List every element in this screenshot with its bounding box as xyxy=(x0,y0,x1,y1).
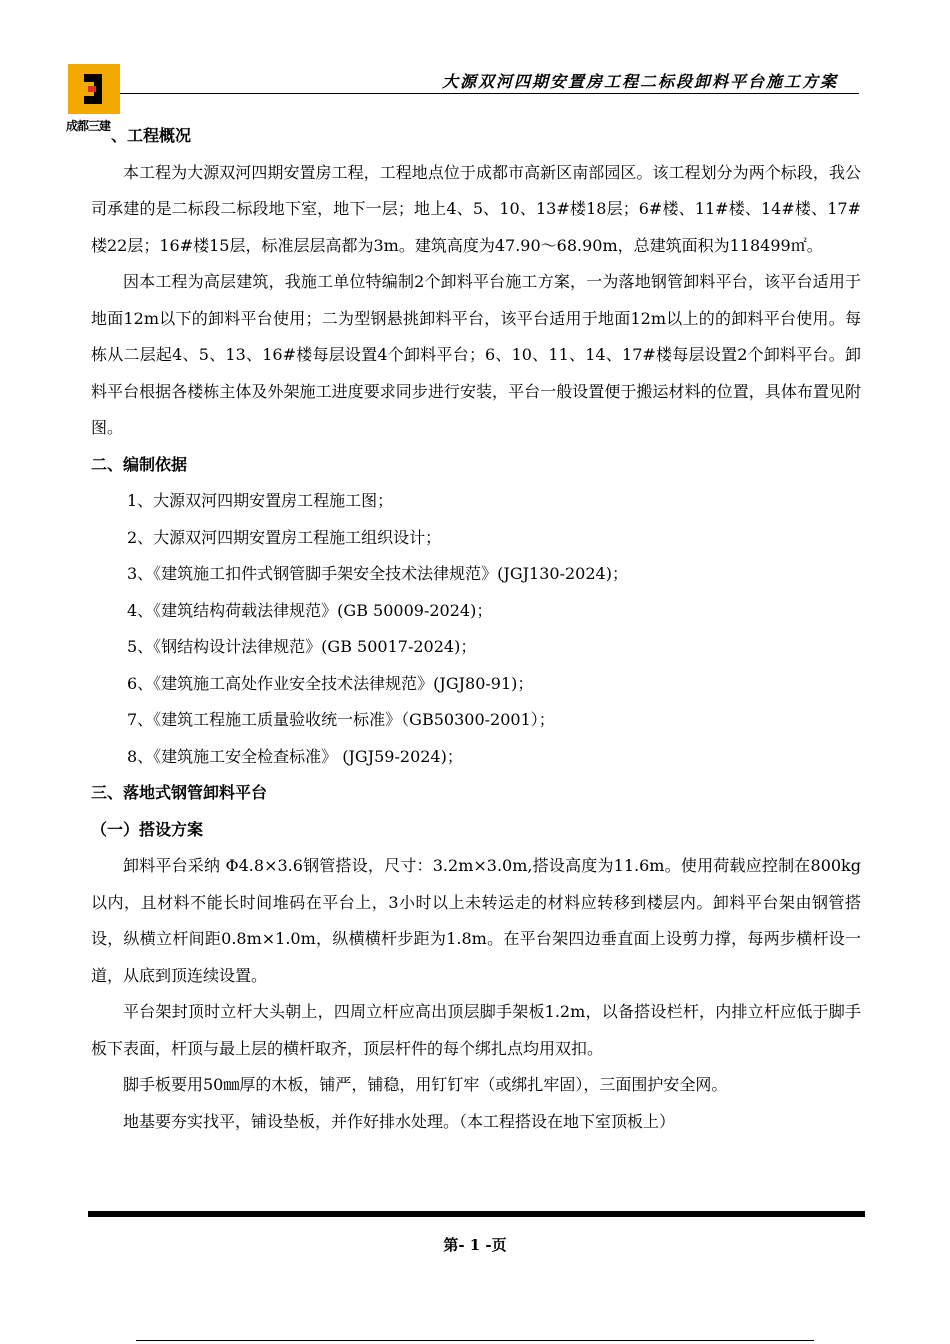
section-3-paragraph-4: 地基要夯实找平，铺设垫板，并作好排水处理。（本工程搭设在地下室顶板上） xyxy=(123,1111,676,1131)
reference-item: 4、《建筑结构荷载法律规范》(GB 50009-2024)； xyxy=(127,600,493,620)
section-3-paragraph-1: 卸料平台采纳 Φ4.8×3.6钢管搭设，尺寸：3.2m×3.0m,搭设高度为11.6m。使用荷载应控制在800kg以内，且材料不能长时间堆码在平台上，3小时以上未转运走的材料应转移到楼层内。卸料平台架由钢管搭设，纵横立杆间距0.8m×1.0m，纵横横杆步距为1.8m。在平台架四边垂直面上设剪力撑，每两步横杆设一道，从底到顶连续设置。 xyxy=(91,856,861,985)
reference-item: 6、《建筑施工高处作业安全技术法律规范》(JGJ80-91)； xyxy=(127,673,534,693)
company-logo xyxy=(68,64,120,114)
bottom-divider xyxy=(136,1340,814,1341)
section-2-heading: 二、编制依据 xyxy=(91,454,188,474)
reference-item: 7、《建筑工程施工质量验收统一标准》（GB50300-2001）； xyxy=(127,710,555,729)
section-3-paragraph-2: 平台架封顶时立杆大头朝上，四周立杆应高出顶层脚手架板1.2m，以备搭设栏杆，内排立杆应低于脚手板下表面，杆顶与最上层的横杆取齐，顶层杆件的每个绑扎点均用双扣。 xyxy=(91,1002,861,1058)
reference-item: 3、《建筑施工扣件式钢管脚手架安全技术法律规范》(JGJ130-2024)； xyxy=(127,564,628,583)
section-3-heading: 三、落地式钢管卸料平台 xyxy=(91,783,268,802)
section-1-paragraph-1: 本工程为大源双河四期安置房工程，工程地点位于成都市高新区南部园区。该工程划分为两个标段，我公司承建的是二标段二标段地下室，地下一层；地上4、5、10、13#楼18层；6#楼、11#楼、14#楼、17#楼22层；16#楼15层，标准层层高都为3m。建筑高度为47.90～68.90m，总建筑面积为118499㎡。 xyxy=(91,162,861,255)
document-body xyxy=(91,118,861,1140)
reference-item: 1、大源双河四期安置房工程施工图； xyxy=(127,491,394,510)
logo-mark-icon xyxy=(82,72,104,106)
footer-divider xyxy=(88,1211,865,1217)
reference-item: 5、《钢结构设计法律规范》(GB 50017-2024)； xyxy=(127,637,477,656)
section-3-subheading: （一）搭设方案 xyxy=(91,819,204,839)
logo-text: 成都三建 xyxy=(66,119,111,133)
section-1-paragraph-2: 因本工程为高层建筑，我施工单位特编制2个卸料平台施工方案，一为落地钢管卸料平台，该平台适用于地面12m以下的卸料平台使用；二为型钢悬挑卸料平台，该平台适用于地面12m以上的的卸料平台使用。每栋从二层起4、5、13、16#楼每层设置4个卸料平台；6、10、11、14、17#楼每层设置2个卸料平台。卸料平台根据各楼栋主体及外架施工进度要求同步进行安装，平台一般设置便于搬运材料的位置，具体布置见附图。 xyxy=(91,272,861,437)
document-header-title: 大源双河四期安置房工程二标段卸料平台施工方案 xyxy=(441,72,838,91)
header-divider xyxy=(120,93,859,94)
reference-item: 2、大源双河四期安置房工程施工组织设计； xyxy=(127,527,442,547)
reference-item: 8、《建筑施工安全检查标准》 (JGJ59-2024)； xyxy=(127,746,463,766)
page-number: 第- 1 -页 xyxy=(443,1236,507,1254)
section-1-heading: 、工程概况 xyxy=(111,126,192,145)
section-3-paragraph-3: 脚手板要用50㎜厚的木板，铺严，铺稳，用钉钉牢（或绑扎牢固），三面围护安全网。 xyxy=(123,1075,728,1094)
